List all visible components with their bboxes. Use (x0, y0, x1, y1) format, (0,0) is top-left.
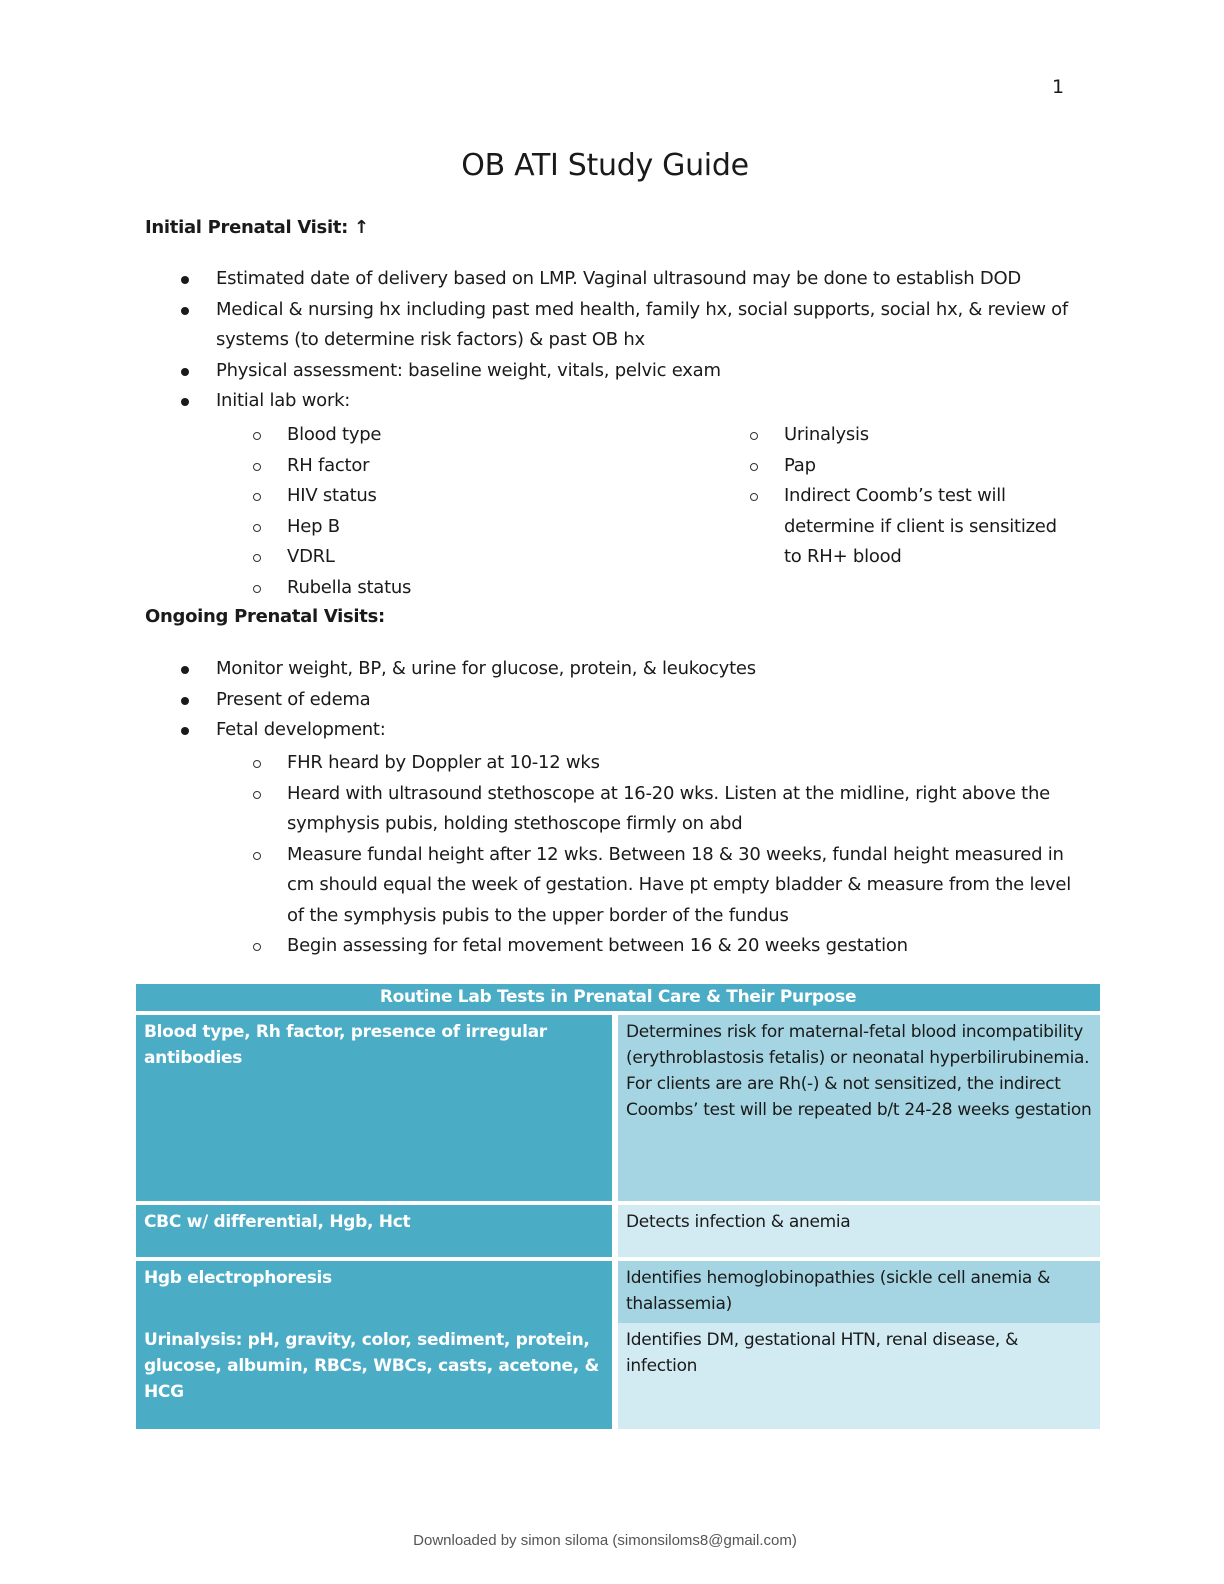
list-item-text: FHR heard by Doppler at 10-12 wks (287, 752, 600, 773)
initial-visit-list (0, 264, 1100, 417)
list-item (287, 840, 1077, 932)
lab-tests-table (136, 984, 1100, 1429)
list-item (287, 542, 707, 573)
lab-purpose-cell: Identifies DM, gestational HTN, renal disease, & infection (618, 1323, 1100, 1429)
bullet-icon (181, 368, 189, 376)
lab-purpose-cell: Detects infection & anemia (618, 1201, 1100, 1257)
table-row (136, 1257, 1100, 1323)
bullet-icon (181, 307, 189, 315)
list-item (287, 481, 707, 512)
lab-name: Rubella status (287, 576, 412, 598)
lab-name: Urinalysis (784, 424, 869, 445)
list-item (784, 481, 1074, 573)
circle-bullet-icon (253, 463, 261, 471)
ongoing-visits-list (0, 654, 1100, 746)
up-arrow-icon: ↑ (354, 217, 369, 238)
list-item (784, 451, 1074, 482)
circle-bullet-icon (253, 432, 261, 440)
lab-name: Pap (784, 454, 816, 476)
download-footer: Downloaded by simon siloma (simonsiloms8@gmail.com) (413, 1532, 797, 1549)
section-heading-text: Initial Prenatal Visit: (145, 217, 349, 238)
lab-name: Indirect Coomb’s test will determine if client is sensitized to RH+ blood (784, 485, 1057, 567)
circle-bullet-icon (750, 432, 758, 440)
list-item (287, 512, 707, 543)
section-heading-ongoing-visits: Ongoing Prenatal Visits: (145, 606, 385, 627)
list-item (784, 420, 1074, 451)
list-item (0, 356, 1100, 387)
list-item-text: Physical assessment: baseline weight, vitals, pelvic exam (216, 359, 721, 381)
lab-purpose-cell (618, 1011, 1100, 1201)
list-item-text: Present of edema (216, 688, 371, 710)
bullet-icon (181, 697, 189, 705)
list-item (0, 685, 1100, 716)
list-item (287, 931, 1077, 962)
bullet-icon (181, 666, 189, 674)
lab-test-cell: CBC w/ differential, Hgb, Hct (136, 1201, 618, 1257)
list-item-text: Initial lab work: (216, 390, 351, 411)
list-item-text: Monitor weight, BP, & urine for glucose, protein, & leukocytes (216, 658, 756, 679)
purpose-text: Determines risk for maternal-fetal blood incompatibility (erythroblastosis fetalis) or neonatal hyperbilirubinemia. (626, 1022, 1090, 1068)
lab-test-cell: Hgb electrophoresis (136, 1257, 618, 1323)
list-item (0, 295, 1100, 356)
circle-bullet-icon (253, 493, 261, 501)
lab-name: HIV status (287, 485, 377, 506)
initial-labs-column-2 (784, 420, 1074, 573)
purpose-text: For clients are are Rh(-) & not sensitized, the indirect Coombs’ test will be repeated b/t 24-28 weeks gestation (626, 1074, 1092, 1120)
list-item (0, 654, 1100, 685)
bullet-icon (181, 276, 189, 284)
table-row (136, 1011, 1100, 1201)
document-title: OB ATI Study Guide (461, 148, 749, 183)
circle-bullet-icon (253, 760, 261, 768)
table-row (136, 1201, 1100, 1257)
bullet-icon (181, 398, 189, 406)
lab-test-cell: Blood type, Rh factor, presence of irregular antibodies (136, 1011, 618, 1201)
circle-bullet-icon (253, 524, 261, 532)
list-item (287, 779, 1077, 840)
table-row (136, 1323, 1100, 1429)
list-item (0, 386, 1100, 417)
page-number: 1 (1052, 76, 1065, 98)
circle-bullet-icon (253, 791, 261, 799)
bullet-icon (181, 727, 189, 735)
fetal-development-list (287, 748, 1077, 962)
list-item-text: Heard with ultrasound stethoscope at 16-20 wks. Listen at the midline, right above the symphysis pubis, holding stethoscope firmly on abd (287, 782, 1050, 834)
table-header: Routine Lab Tests in Prenatal Care & Their Purpose (136, 984, 1100, 1011)
list-item (0, 264, 1100, 295)
lab-name: Blood type (287, 424, 382, 445)
circle-bullet-icon (750, 493, 758, 501)
circle-bullet-icon (253, 554, 261, 562)
list-item-text: Estimated date of delivery based on LMP. Vaginal ultrasound may be done to establish DOD (216, 268, 1022, 289)
list-item-text: Fetal development: (216, 719, 386, 740)
list-item (0, 715, 1100, 746)
list-item-text: Measure fundal height after 12 wks. Between 18 & 30 weeks, fundal height measured in cm should equal the week of gestation. Have pt empty bladder & measure from the level of the symphysis pubis to the upper border of the fundus (287, 843, 1072, 926)
circle-bullet-icon (253, 585, 261, 593)
circle-bullet-icon (750, 463, 758, 471)
lab-purpose-cell: Identifies hemoglobinopathies (sickle cell anemia & thalassemia) (618, 1257, 1100, 1323)
list-item (287, 748, 1077, 779)
list-item (287, 573, 707, 604)
circle-bullet-icon (253, 852, 261, 860)
lab-test-cell: Urinalysis: pH, gravity, color, sediment, protein, glucose, albumin, RBCs, WBCs, casts, acetone, & HCG (136, 1323, 618, 1429)
list-item (287, 420, 707, 451)
list-item-text: Medical & nursing hx including past med health, family hx, social supports, social hx, & review of systems (to determine risk factors) & past OB hx (216, 298, 1069, 350)
circle-bullet-icon (253, 943, 261, 951)
initial-labs-column-1 (287, 420, 707, 603)
list-item (287, 451, 707, 482)
section-heading-initial-visit (145, 217, 369, 238)
lab-name: VDRL (287, 546, 335, 567)
list-item-text: Begin assessing for fetal movement between 16 & 20 weeks gestation (287, 935, 908, 956)
lab-name: RH factor (287, 454, 370, 476)
lab-name: Hep B (287, 515, 340, 537)
